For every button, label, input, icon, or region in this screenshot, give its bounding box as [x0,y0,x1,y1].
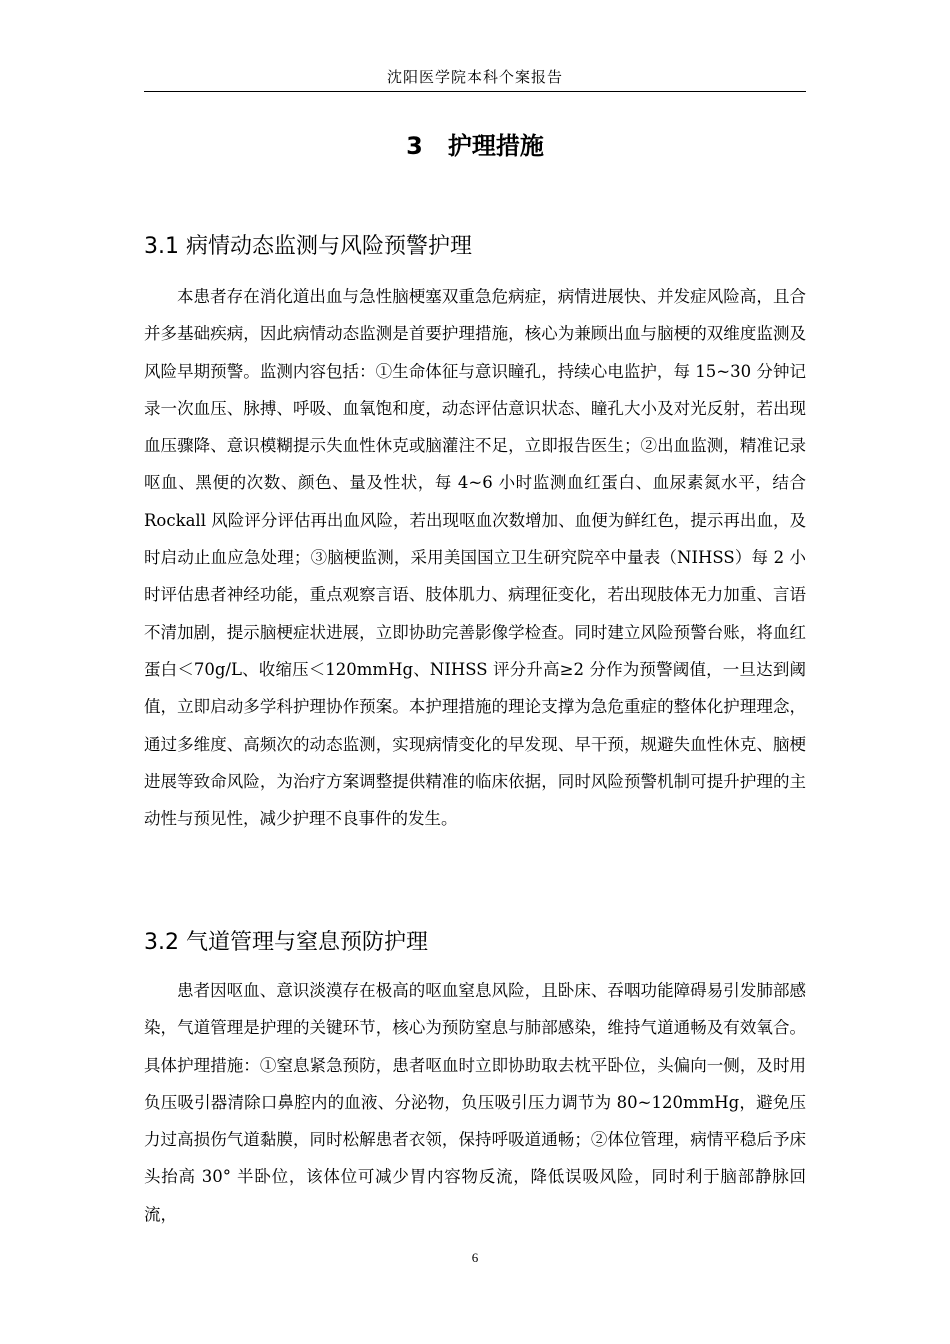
section-paragraph-3-2: 患者因呕血、意识淡漠存在极高的呕血窒息风险，且卧床、吞咽功能障碍易引发肺部感染，气道管理是护理的关键环节，核心为预防窒息与肺部感染，维持气道通畅及有效氧合。具体护理措施：①窒息紧急预防，患者呕血时立即协助取去枕平卧位，头偏向一侧，及时用负压吸引器清除口鼻腔内的血液、分泌物，负压吸引压力调节为 80~120mmHg，避免压力过高损伤气道黏膜，同时松解患者衣领，保持呼吸道通畅；②体位管理，病情平稳后予床头抬高 30° 半卧位，该体位可减少胃内容物反流，降低误吸风险，同时利于脑部静脉回流， [144,981,806,1224]
running-header: 沈阳医学院本科个案报告 [386,68,563,86]
section-title-3-2: 3.2 气道管理与窒息预防护理 [144,930,428,955]
section-title-3-1: 3.1 病情动态监测与风险预警护理 [144,234,472,259]
page-number: 6 [471,1250,479,1265]
chapter-title: 3 护理措施 [406,132,544,160]
section-paragraph-3-1: 本患者存在消化道出血与急性脑梗塞双重急危病症，病情进展快、并发症风险高，且合并多基础疾病，因此病情动态监测是首要护理措施，核心为兼顾出血与脑梗的双维度监测及风险早期预警。监测内容包括：①生命体征与意识瞳孔，持续心电监护，每 15~30 分钟记录一次血压、脉搏、呼吸、血氧饱和度，动态评估意识状态、瞳孔大小及对光反射，若出现血压骤降、意识模糊提示失血性休克或脑灌注不足，立即报告医生；②出血监测，精准记录呕血、黑便的次数、颜色、量及性状，每 4~6 小时监测血红蛋白、血尿素氮水平，结合 Rockall 风险评分评估再出血风险，若出现呕血次数增加、血便为鲜红色，提示再出血，及时启动止血应急处理；③脑梗监测，采用美国国立卫生研究院卒中量表（NIHSS）每 2 小时评估患者神经功能，重点观察言语、肢体肌力、病理征变化，若出现肢体无力加重、言语不清加剧，提示脑梗症状进展，立即协助完善影像学检查。同时建立风险预警台账，将血红蛋白＜70g/L、收缩压＜120mmHg、NIHSS 评分升高≥2 分作为预警阈值，一旦达到阈值，立即启动多学科护理协作预案。本护理措施的理论支撑为急危重症的整体化护理理念，通过多维度、高频次的动态监测，实现病情变化的早发现、早干预，规避失血性休克、脑梗进展等致命风险，为治疗方案调整提供精准的临床依据，同时风险预警机制可提升护理的主动性与预见性，减少护理不良事件的发生。 [144,287,806,829]
header-divider [144,91,806,92]
